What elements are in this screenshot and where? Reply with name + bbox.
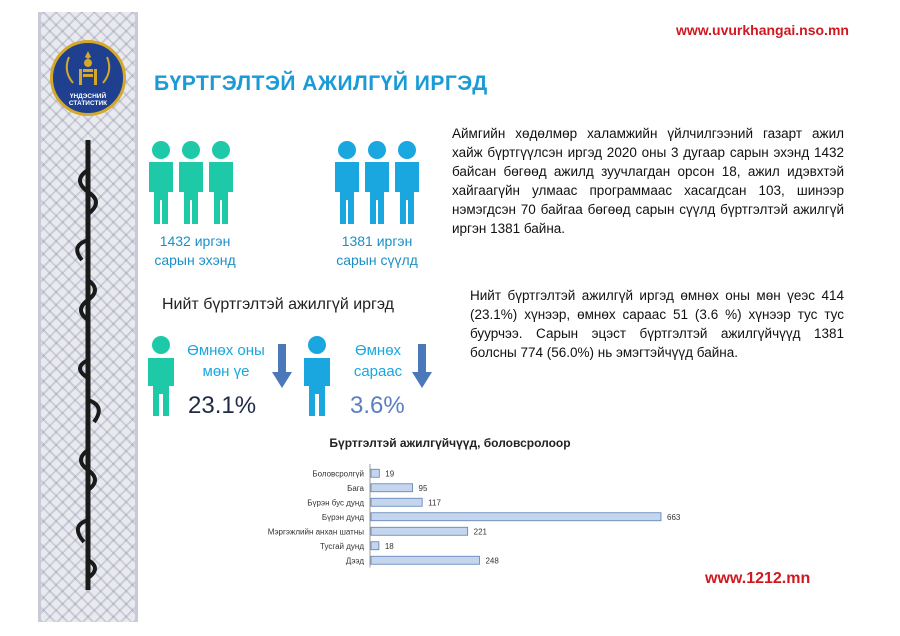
chart-bar bbox=[371, 556, 479, 564]
summary-paragraph: Аймгийн хөдөлмөр халамжийн үйлчилгээний газарт ажил хайж бүртгүүлсэн иргэд 2020 оны 3 дугаар сарын эхэнд 1432 байсан бөгөөд ажилд зуучлагдан орсон 18, ажил идэвхтэй хайгаагүйн улмаас программаас хасагдсан 103, шинээр нэмэгдсэн 70 байгаа бөгөөд сарын сүүлд бүртгэлтэй ажилгүй иргэн 1381 байна. bbox=[452, 126, 844, 236]
chart-value-label: 95 bbox=[418, 483, 428, 493]
footer-url[interactable]: www.1212.mn bbox=[705, 570, 811, 587]
stat-year-label-line1: Өмнөх оны bbox=[187, 342, 265, 359]
chart-value-label: 19 bbox=[385, 469, 395, 479]
people-start-icon bbox=[146, 140, 236, 226]
people-start-caption bbox=[140, 232, 250, 270]
stat-month-value: 3.6% bbox=[350, 392, 405, 419]
chart-category-label: Тусгай дунд bbox=[320, 541, 364, 551]
chart-bar bbox=[371, 527, 468, 535]
statistics-office-logo bbox=[50, 40, 126, 116]
stat-month-label-line1: Өмнөх bbox=[354, 342, 402, 359]
chart-value-label: 248 bbox=[485, 556, 499, 566]
person-icon bbox=[146, 336, 176, 416]
total-subheading: Нийт бүртгэлтэй ажилгүй иргэд bbox=[162, 296, 395, 313]
people-start-period: сарын эхэнд bbox=[154, 252, 236, 268]
chart-category-label: Боловсролгүй bbox=[312, 469, 364, 479]
people-start-count: 1432 иргэн bbox=[159, 233, 231, 249]
chart-category-label: Мэргэжлийн анхан шатны bbox=[267, 527, 364, 537]
arrow-down-icon bbox=[412, 344, 432, 388]
people-end-caption bbox=[322, 232, 432, 270]
chart-bar bbox=[371, 542, 379, 550]
logo-text-line1: ҮНДЭСНИЙ bbox=[69, 93, 107, 100]
chart-category-label: Бүрэн дунд bbox=[321, 512, 364, 522]
people-end-count: 1381 иргэн bbox=[341, 233, 413, 249]
chart-bar bbox=[371, 469, 379, 477]
chart-bar bbox=[371, 513, 661, 521]
people-end-icon bbox=[332, 140, 422, 226]
page-title: БҮРТГЭЛТЭЙ АЖИЛГҮЙ ИРГЭД bbox=[154, 72, 488, 95]
logo-text-line2: СТАТИСТИК bbox=[68, 100, 108, 107]
education-bar-chart bbox=[230, 458, 710, 570]
people-end-period: сарын сүүлд bbox=[336, 252, 418, 268]
chart-category-label: Дээд bbox=[345, 556, 364, 566]
arrow-down-icon bbox=[272, 344, 292, 388]
chart-title: Бүртгэлтэй ажилгүйчүүд, боловсролоор bbox=[329, 436, 571, 450]
person-icon bbox=[302, 336, 332, 416]
stat-year-label bbox=[178, 340, 274, 382]
stat-month-label bbox=[340, 340, 416, 382]
chart-bar bbox=[371, 484, 413, 492]
comparison-paragraph: Нийт бүртгэлтэй ажилгүй иргэд өмнөх оны мөн үеэс 414 (23.1%) хүнээр, өмнөх сараас 51 (3.6 %) хүнээр тус тус буурчээ. Сарын эцэст бүртгэлтэй ажилгүйчүүд 1381 болсны 774 (56.0%) нь эмэгтэйчүүд байна. bbox=[470, 288, 844, 360]
chart-value-label: 221 bbox=[473, 527, 488, 537]
soyombo-emblem-icon bbox=[61, 49, 115, 89]
chart-value-label: 663 bbox=[667, 512, 681, 522]
chart-category-label: Бага bbox=[347, 483, 364, 493]
site-url[interactable]: www.uvurkhangai.nso.mn bbox=[676, 22, 849, 38]
chart-category-label: Бүрэн бус дунд bbox=[307, 498, 364, 508]
stat-year-value: 23.1% bbox=[188, 392, 257, 419]
chart-bar bbox=[371, 498, 422, 506]
stat-month-label-line2: сараас bbox=[353, 363, 403, 380]
chart-value-label: 117 bbox=[428, 498, 441, 508]
chart-value-label: 18 bbox=[384, 541, 394, 551]
mongolian-script-decoration bbox=[58, 130, 118, 600]
stat-year-label-line2: мөн үе bbox=[202, 363, 250, 380]
